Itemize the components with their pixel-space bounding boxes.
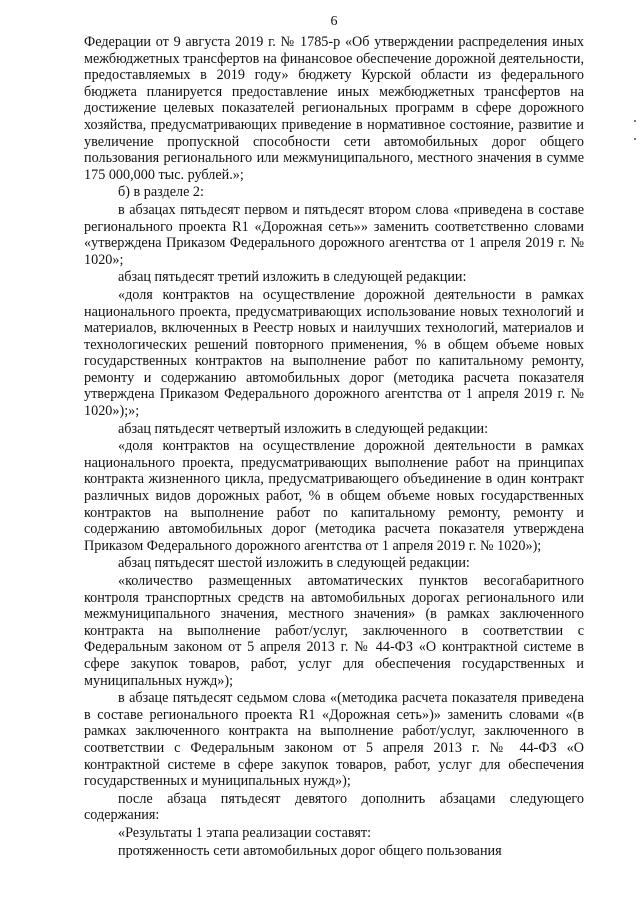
paragraph: в абзацах пятьдесят первом и пятьдесят втором слова «приведена в составе регионального проекта R1 «Дорожная сеть»» заменить соответственно словами «утверждена Приказом Федерального дорожного агентства от 1 апреля 2019 г. № 1020»;	[84, 201, 584, 268]
paragraph: абзац пятьдесят третий изложить в следующей редакции:	[118, 269, 467, 286]
paragraph: «доля контрактов на осуществление дорожной деятельности в рамках национального проекта, предусматривающих выполнение работ на принципах контракта жизненного цикла, предусматривающего объединение в один контракт различных видов дорожных работ, % в общем объеме новых государственных контрактов на выполнение работ по капитальному ремонту, ремонту и содержанию автомобильных дорог (методика расчета показателя утверждена Приказом Федерального дорожного агентства от 1 апреля 2019 г. № 1020»);	[84, 438, 584, 554]
scan-mark	[634, 120, 636, 122]
paragraph: в абзаце пятьдесят седьмом слова «(методика расчета показателя приведена в составе регионального проекта R1 «Дорожная сеть»)» заменить словами «(в рамках заключенного контракта на выполнение работ/услуг, заключенного в соответствии с Федеральным законом от 5 апреля 2013 г. № 44-ФЗ «О контрактной системе в сфере закупок товаров, работ, услуг для обеспечения государственных и муниципальных нужд»);	[84, 690, 584, 790]
paragraph: «доля контрактов на осуществление дорожной деятельности в рамках национального проекта, предусматривающих использование новых технологий и материалов, включенных в Реестр новых и наилучших технологий, материалов и технологических решений повторного применения, % в общем объеме новых государственных контрактов на выполнение работ по капитальному ремонту, ремонту и содержанию автомобильных дорог (методика расчета показателя утверждена Приказом Федерального дорожного агентства от 1 апреля 2019 г. № 1020»);»;	[84, 286, 584, 420]
paragraph: «Результаты 1 этапа реализации составят:	[118, 824, 372, 841]
paragraph: б) в разделе 2:	[118, 184, 204, 201]
scan-mark	[634, 138, 636, 140]
paragraph: Федерации от 9 августа 2019 г. № 1785-р «Об утверждении распределения иных межбюджетных трансфертов на финансовое обеспечение дорожной деятельности, предоставляемых в 2019 году» бюджету Курской области из федерального бюджета планируется предоставление иных межбюджетных трансфертов на достижение целевых показателей региональных программ в сфере дорожного хозяйства, предусматривающих приведение в нормативное состояние, развитие и увеличение пропускной способности сети автомобильных дорог общего пользования регионального или межмуниципального, местного значения в сумме 175 000,000 тыс. рублей.»;	[84, 34, 584, 183]
paragraph: после абзаца пятьдесят девятого дополнить абзацами следующего содержания:	[84, 790, 584, 824]
paragraph: абзац пятьдесят четвертый изложить в следующей редакции:	[118, 420, 489, 437]
paragraph: абзац пятьдесят шестой изложить в следующей редакции:	[118, 555, 470, 572]
paragraph: протяженность сети автомобильных дорог общего пользования	[118, 842, 502, 859]
page-number: 6	[330, 14, 338, 29]
document-body	[84, 34, 584, 859]
paragraph: «количество размещенных автоматических пунктов весогабаритного контроля транспортных средств на автомобильных дорогах регионального или межмуниципального значения, местного значения» (в рамках заключенного контракта на выполнение работ/услуг, заключенного в соответствии с Федеральным законом от 5 апреля 2013 г. № 44-ФЗ «О контрактной системе в сфере закупок товаров, работ, услуг для обеспечения государственных и муниципальных нужд»);	[84, 573, 584, 689]
